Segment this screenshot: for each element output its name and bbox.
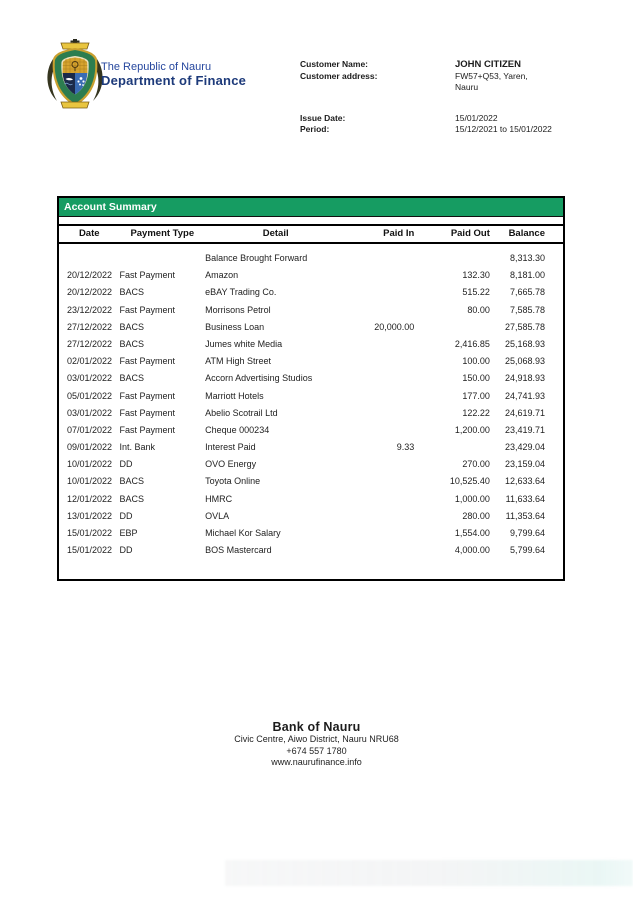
nauru-coat-of-arms-icon [44, 38, 106, 114]
bank-website: www.naurufinance.info [271, 757, 362, 767]
cell-paid-in [346, 421, 414, 438]
cell-paid-out: 132.30 [462, 270, 490, 281]
cell-paid-in [346, 404, 414, 421]
bank-phone: +674 557 1780 [286, 745, 347, 756]
transaction-row [59, 456, 563, 473]
period-label: Period: [300, 124, 330, 134]
cell-balance: 8,181.00 [509, 270, 545, 281]
issuer-heading [101, 60, 246, 88]
cell-detail: Accorn Advertising Studios [205, 373, 313, 384]
cell-date: 15/01/2022 [67, 545, 113, 556]
cell-date: 10/01/2022 [67, 476, 113, 487]
cell-type: BACS [119, 321, 144, 332]
cell-paid-out: 1,554.00 [454, 528, 490, 538]
cell-date: 10/01/2022 [67, 459, 113, 470]
period-value: 15/12/2021 to 15/01/2022 [455, 124, 552, 134]
cell-balance: 8,313.30 [509, 253, 545, 263]
cell-type: BACS [119, 476, 144, 487]
cell-date: 03/01/2022 [67, 373, 113, 384]
transaction-row [59, 284, 563, 301]
cell-paid-out: 10,525.40 [449, 476, 490, 487]
cell-paid-out [414, 243, 490, 267]
cell-balance: 11,633.64 [505, 493, 545, 504]
cell-paid-in: 20,000.00 [374, 321, 415, 332]
cell-paid-out: 150.00 [462, 373, 490, 384]
cell-paid-in [346, 284, 414, 301]
cell-date: 27/12/2022 [67, 338, 113, 349]
bank-address: Civic Centre, Aiwo District, Nauru NRU68 [234, 734, 399, 744]
bank-name: Bank of Nauru [272, 720, 361, 734]
transaction-row [59, 301, 563, 318]
cell-type: DD [119, 510, 133, 521]
transaction-row [59, 267, 563, 284]
cell-detail: Jumes white Media [205, 338, 283, 349]
column-header-paid-in: Paid In [346, 225, 414, 243]
cell-paid-in [346, 473, 414, 490]
customer-address-label: Customer address: [300, 70, 378, 81]
scan-artifact-strip [225, 860, 633, 886]
cell-paid-out: 4,000.00 [454, 545, 490, 556]
cell-detail: Amazon [205, 270, 239, 281]
cell-type: Fast Payment [119, 424, 175, 435]
cell-type: Fast Payment [119, 270, 175, 281]
table-header-row [59, 225, 563, 243]
issue-date-label: Issue Date: [300, 112, 346, 123]
cell-date: 05/01/2022 [67, 390, 113, 401]
cell-paid-in [346, 301, 414, 318]
cell-type: Fast Payment [119, 407, 175, 418]
cell-date: 12/01/2022 [67, 493, 113, 504]
transaction-row [59, 438, 563, 455]
account-summary-panel [57, 196, 565, 581]
transaction-row [59, 542, 563, 559]
cell-detail: Michael Kor Salary [205, 528, 281, 538]
transaction-row [59, 421, 563, 438]
cell-detail: Marriott Hotels [205, 390, 264, 401]
cell-balance: 24,918.93 [504, 373, 545, 384]
customer-address-line1: FW57+Q53, Yaren, [455, 70, 528, 81]
cell-type [119, 243, 205, 267]
cell-detail: Cheque 000234 [205, 424, 270, 435]
cell-balance: 23,159.04 [504, 459, 545, 470]
cell-date: 27/12/2022 [67, 321, 113, 332]
transaction-row [59, 318, 563, 335]
spacer [59, 217, 563, 224]
cell-date: 07/01/2022 [67, 424, 113, 435]
transaction-row [59, 335, 563, 352]
cell-paid-in [346, 243, 414, 267]
cell-paid-out: 280.00 [462, 510, 490, 521]
column-header-detail: Detail [205, 225, 346, 243]
cell-paid-out: 100.00 [462, 356, 490, 367]
cell-balance: 11,353.64 [505, 510, 545, 521]
cell-paid-out: 122.22 [462, 407, 490, 418]
transaction-row [59, 387, 563, 404]
transactions-table [59, 224, 563, 559]
cell-type: Fast Payment [119, 304, 175, 315]
cell-detail: HMRC [205, 493, 233, 504]
cell-paid-in [346, 456, 414, 473]
cell-type: Fast Payment [119, 356, 175, 367]
cell-paid-in [346, 507, 414, 524]
transactions-body [59, 243, 563, 559]
column-header-paid-out: Paid Out [414, 225, 490, 243]
cell-balance: 23,429.04 [504, 442, 545, 453]
cell-balance: 24,619.71 [504, 407, 545, 418]
customer-name-label: Customer Name: [300, 59, 369, 69]
cell-type: EBP [119, 528, 138, 538]
transaction-row [59, 524, 563, 541]
cell-date: 02/01/2022 [67, 356, 113, 367]
cell-balance: 23,419.71 [504, 424, 545, 435]
cell-date: 13/01/2022 [67, 510, 113, 521]
cell-type: BACS [119, 338, 144, 349]
cell-balance: 5,799.64 [509, 545, 545, 556]
cell-date: 09/01/2022 [67, 442, 113, 453]
cell-paid-in [346, 490, 414, 507]
cell-paid-in [346, 353, 414, 370]
transaction-row [59, 243, 563, 267]
cell-paid-in [346, 524, 414, 541]
cell-balance: 7,665.78 [509, 287, 545, 298]
customer-name-value: JOHN CITIZEN [455, 59, 521, 70]
customer-info [300, 59, 570, 136]
transaction-row [59, 353, 563, 370]
cell-date: 15/01/2022 [67, 528, 113, 538]
cell-paid-out: 2,416.85 [454, 338, 490, 349]
cell-date: 20/12/2022 [67, 287, 113, 298]
cell-detail: Abelio Scotrail Ltd [205, 407, 278, 418]
column-header-payment-type: Payment Type [119, 225, 205, 243]
cell-detail: Toyota Online [205, 476, 261, 487]
bank-footer [0, 720, 633, 769]
cell-paid-in [346, 267, 414, 284]
cell-paid-in [346, 387, 414, 404]
account-summary-title: Account Summary [59, 198, 563, 217]
department-name: Department of Finance [101, 73, 247, 88]
cell-date [59, 243, 119, 267]
cell-type: BACS [119, 287, 144, 298]
transaction-row [59, 490, 563, 507]
country-name: The Republic of Nauru [101, 61, 212, 73]
cell-date: 03/01/2022 [67, 407, 113, 418]
cell-balance: 25,168.93 [504, 338, 545, 349]
transaction-row [59, 507, 563, 524]
cell-detail: OVO Energy [205, 459, 257, 470]
cell-paid-out [414, 438, 490, 455]
cell-balance: 12,633.64 [504, 476, 545, 487]
issue-date-value: 15/01/2022 [455, 112, 498, 123]
cell-paid-out: 1,200.00 [454, 424, 490, 435]
transaction-row [59, 404, 563, 421]
cell-detail: eBAY Trading Co. [205, 287, 277, 298]
cell-detail: Business Loan [205, 321, 265, 332]
cell-type: BACS [119, 493, 144, 504]
cell-detail: Morrisons Petrol [205, 304, 271, 315]
cell-paid-out: 177.00 [462, 390, 490, 401]
cell-paid-in [346, 370, 414, 387]
cell-detail: BOS Mastercard [205, 545, 272, 556]
cell-detail: ATM High Street [205, 356, 271, 367]
cell-paid-out: 80.00 [467, 304, 490, 315]
cell-type: BACS [119, 373, 144, 384]
cell-balance: 24,741.93 [504, 390, 545, 401]
cell-type: DD [119, 459, 133, 470]
cell-paid-in: 9.33 [396, 442, 415, 453]
cell-type: Fast Payment [119, 390, 175, 401]
cell-type: DD [119, 545, 133, 556]
cell-paid-out: 1,000.00 [454, 493, 490, 504]
transaction-row [59, 473, 563, 490]
cell-balance: 27,585.78 [504, 321, 545, 332]
cell-paid-in [346, 335, 414, 352]
cell-balance: 9,799.64 [509, 528, 545, 538]
column-header-balance: Balance [490, 225, 563, 243]
cell-paid-in [346, 542, 414, 559]
cell-detail: OVLA [205, 510, 230, 521]
cell-paid-out: 515.22 [462, 287, 490, 298]
cell-date: 23/12/2022 [67, 304, 113, 315]
transaction-row [59, 370, 563, 387]
customer-address-line2: Nauru [455, 82, 479, 92]
cell-detail: Balance Brought Forward [205, 253, 308, 263]
cell-type: Int. Bank [119, 442, 155, 453]
column-header-date: Date [59, 225, 119, 243]
cell-paid-out: 270.00 [462, 459, 490, 470]
cell-balance: 25,068.93 [504, 356, 545, 367]
cell-detail: Interest Paid [205, 442, 256, 453]
cell-paid-out [414, 318, 490, 335]
cell-date: 20/12/2022 [67, 270, 113, 281]
cell-balance: 7,585.78 [509, 304, 545, 315]
